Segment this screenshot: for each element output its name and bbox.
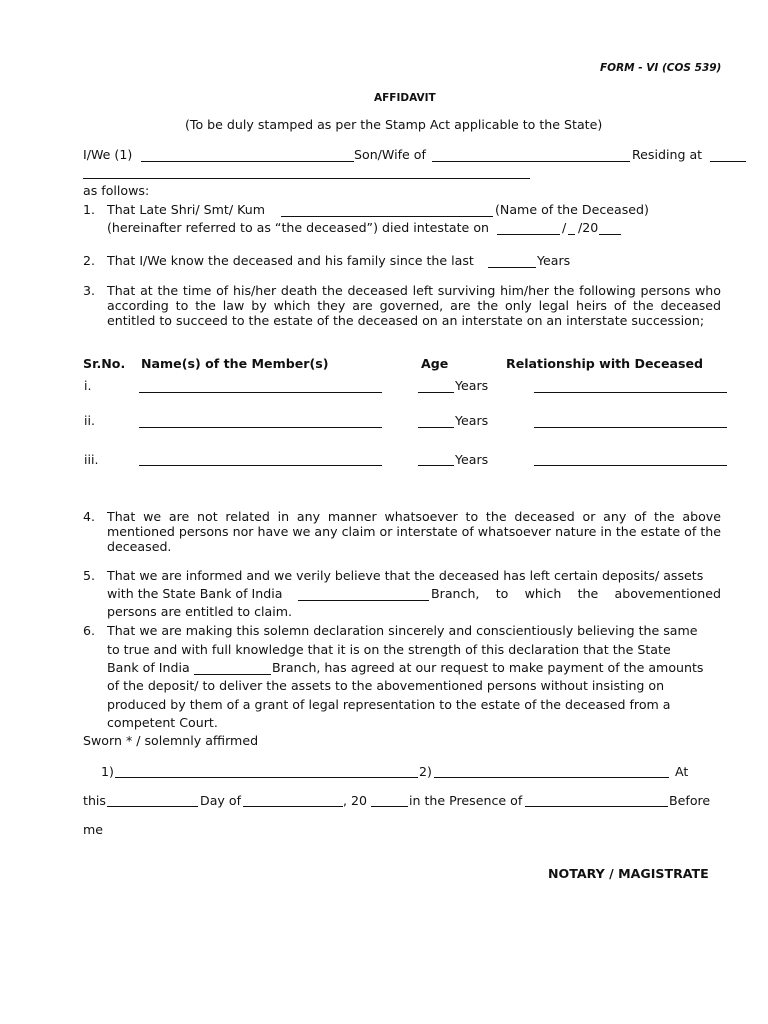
clause-4-number: 4. — [83, 509, 96, 524]
death-date-month-field[interactable] — [568, 234, 575, 235]
years-known-field[interactable] — [488, 267, 536, 268]
member-name-field[interactable] — [139, 427, 382, 428]
stamp-note: (To be duly stamped as per the Stamp Act applicable to the State) — [185, 117, 603, 132]
member-relationship-field[interactable] — [534, 465, 727, 466]
member-age-field[interactable] — [418, 427, 454, 428]
clause-5-line-2-end: Branch, to which the abovementioned — [431, 586, 721, 601]
year-field[interactable] — [371, 806, 408, 807]
clause-6-line-5: produced by them of a grant of legal representation to the estate of the deceased from a — [107, 697, 671, 712]
member-relationship-field[interactable] — [534, 427, 727, 428]
clause-6-line-4: of the deposit/ to deliver the assets to the abovementioned persons without insisting on — [107, 678, 665, 693]
sworn-text: Sworn * / solemnly affirmed — [83, 733, 259, 748]
this-label: this — [83, 793, 106, 808]
signatory-2-field[interactable] — [434, 777, 669, 778]
member-name-field[interactable] — [139, 465, 382, 466]
notary-magistrate: NOTARY / MAGISTRATE — [548, 866, 709, 881]
deponent-name-field[interactable] — [141, 161, 354, 162]
at-label: At — [675, 764, 689, 779]
row-srno: i. — [84, 378, 92, 393]
row-srno: ii. — [84, 413, 96, 428]
clause-5-line-1: That we are informed and we verily believe that the deceased has left certain deposits/ assets — [107, 568, 704, 583]
residence-field-continued[interactable] — [83, 178, 530, 179]
clause-5-line-2-start: with the State Bank of India — [107, 586, 283, 601]
clause-5-number: 5. — [83, 568, 96, 583]
deceased-name-field[interactable] — [281, 216, 493, 217]
as-follows: as follows: — [83, 183, 150, 198]
clause-6-number: 6. — [83, 623, 96, 638]
clause-6-line-3-end: Branch, has agreed at our request to make payment of the amounts — [272, 660, 704, 675]
clause-2-text-start: That I/We know the deceased and his family since the last — [107, 253, 474, 268]
clause-2-text-end: Years — [537, 253, 571, 268]
years-label: Years — [455, 413, 489, 428]
clause-4-text: That we are not related in any manner whatsoever to the deceased or any of the above mentioned persons nor have we any claim or interstate of whatsoever nature in the estate of the deceased. — [107, 509, 721, 554]
clause-6-line-2: to true and with full knowledge that it is on the strength of this declaration that the State — [107, 642, 671, 657]
parent-spouse-field[interactable] — [432, 161, 630, 162]
death-date-year-field[interactable] — [599, 234, 621, 235]
clause-3-number: 3. — [83, 283, 96, 298]
sbi-branch-field-2[interactable] — [194, 674, 271, 675]
place-field[interactable] — [107, 806, 198, 807]
year-prefix: /20 — [578, 220, 599, 235]
member-age-field[interactable] — [418, 465, 454, 466]
header-relationship: Relationship with Deceased — [506, 356, 704, 371]
member-age-field[interactable] — [418, 392, 454, 393]
sbi-branch-field-1[interactable] — [298, 600, 429, 601]
document-title: AFFIDAVIT — [374, 92, 436, 104]
clause-1-text-start: That Late Shri/ Smt/ Kum — [107, 202, 265, 217]
clause-5-line-3: persons are entitled to claim. — [107, 604, 293, 619]
day-field[interactable] — [243, 806, 343, 807]
header-srno: Sr.No. — [83, 356, 126, 371]
clause-6-line-1: That we are making this solemn declaration sincerely and conscientiously believing the same — [107, 623, 698, 638]
signatory-1-field[interactable] — [115, 777, 418, 778]
header-age: Age — [421, 356, 449, 371]
header-name: Name(s) of the Member(s) — [141, 356, 329, 371]
form-code: FORM - VI (COS 539) — [600, 62, 722, 74]
clause-1-number: 1. — [83, 202, 96, 217]
member-name-field[interactable] — [139, 392, 382, 393]
years-label: Years — [455, 452, 489, 467]
clause-6-line-6: competent Court. — [107, 715, 218, 730]
clause-2-number: 2. — [83, 253, 96, 268]
row-srno: iii. — [84, 452, 99, 467]
death-date-day-field[interactable] — [497, 234, 560, 235]
before-label: Before — [669, 793, 711, 808]
signatory-1-label: 1) — [101, 764, 114, 779]
clause-6-line-3-start: Bank of India — [107, 660, 190, 675]
year-prefix-label: , 20 — [343, 793, 368, 808]
day-of-label: Day of — [200, 793, 242, 808]
date-separator: / — [562, 220, 567, 235]
signatory-2-label: 2) — [419, 764, 432, 779]
residence-field[interactable] — [710, 161, 746, 162]
clause-1-line-2: (hereinafter referred to as “the deceased”) died intestate on — [107, 220, 489, 235]
clause-3-text: That at the time of his/her death the deceased left surviving him/her the following persons who according to the law by which they are governed, are the only legal heirs of the deceased entitled to succeed to the estate of the deceased on an interstate on an interstate succession; — [107, 283, 721, 328]
presence-field[interactable] — [525, 806, 668, 807]
me-label: me — [83, 822, 104, 837]
son-wife-label: Son/Wife of — [354, 147, 426, 162]
residing-label: Residing at — [632, 147, 703, 162]
years-label: Years — [455, 378, 489, 393]
member-relationship-field[interactable] — [534, 392, 727, 393]
presence-label: in the Presence of — [409, 793, 523, 808]
clause-1-text-end: (Name of the Deceased) — [495, 202, 649, 217]
iwe-label: I/We (1) — [83, 147, 133, 162]
